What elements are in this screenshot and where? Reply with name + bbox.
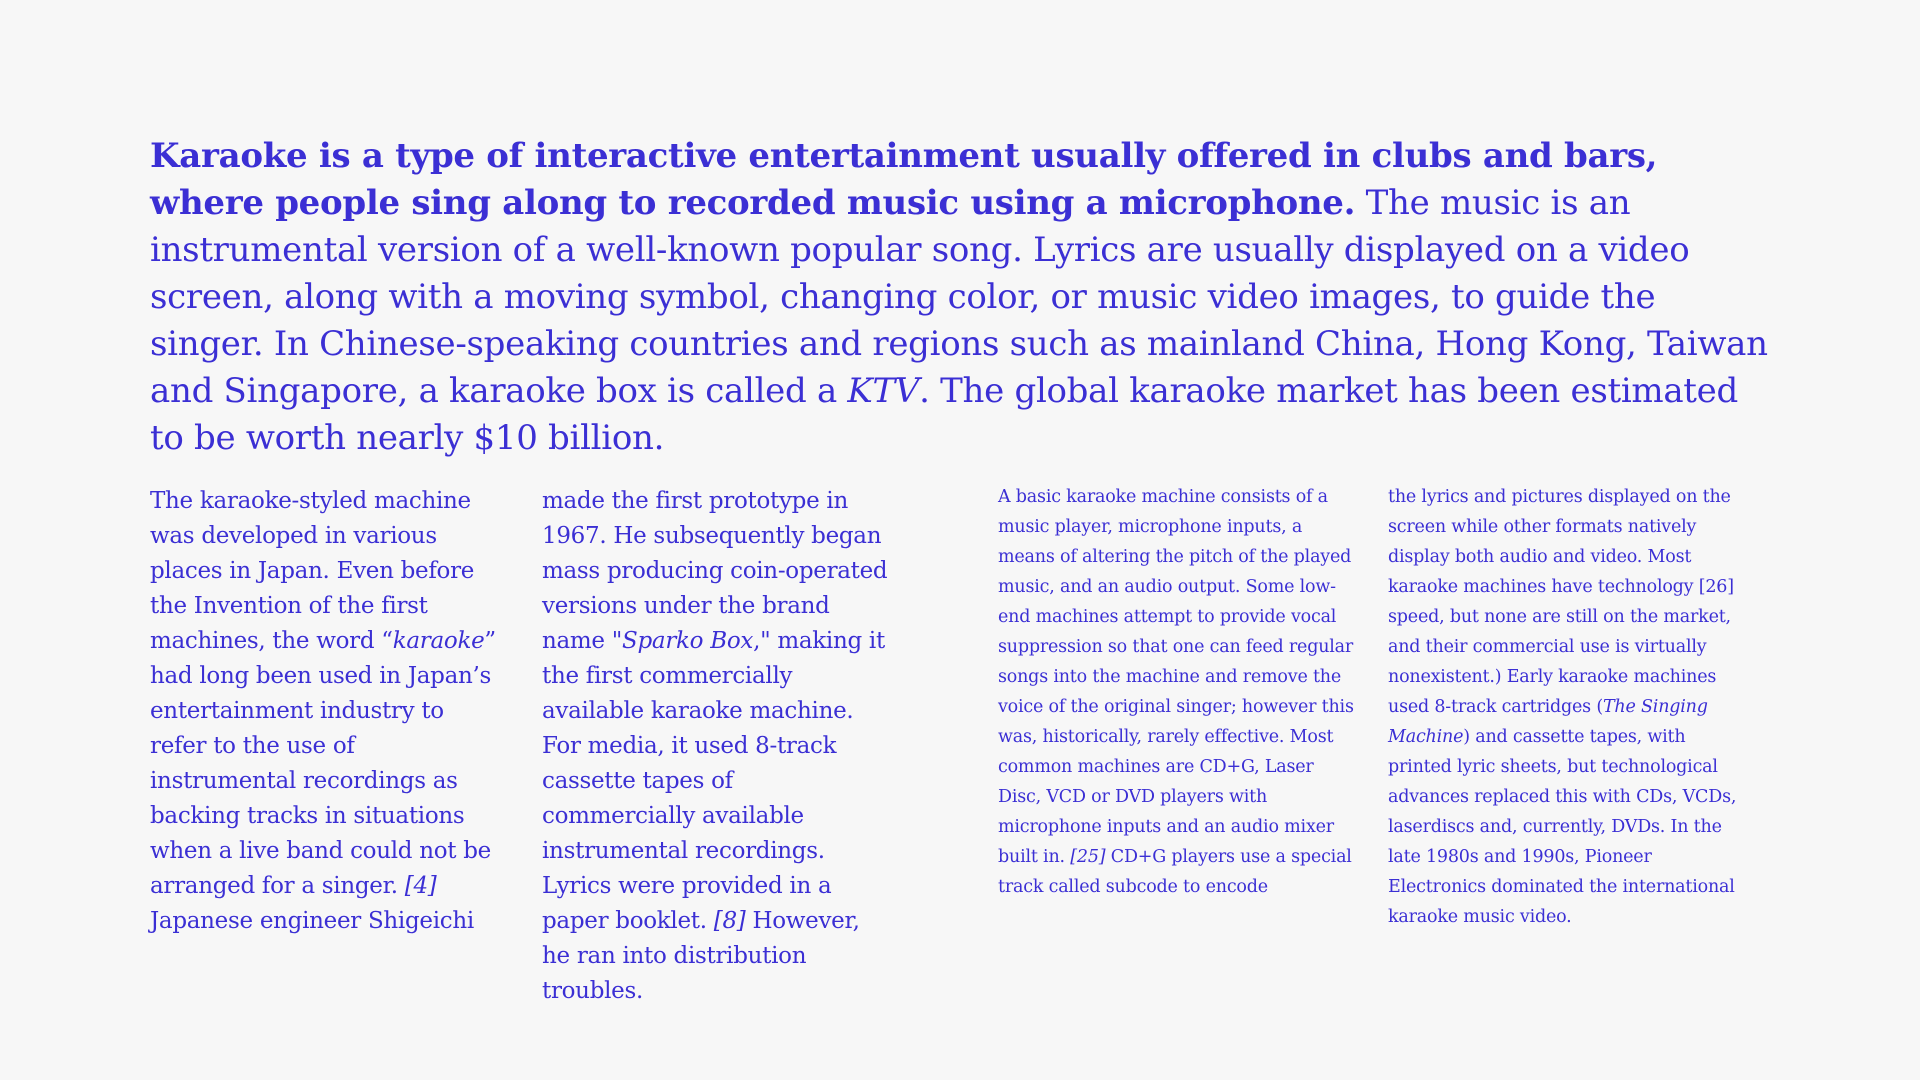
col3-text-1: A basic karaoke machine consists of a music player, microphone inputs, a means of altering the pitch of the played music, and an audio output. Some low-end machines attempt to provide vocal suppression so that one can feed regular songs into the machine and remove the voice of the original singer; however this was, historically, rarely effective. Most common machines are CD+G, Laser Disc, VCD or DVD players with microphone inputs and an audio mixer built in. <box>998 487 1354 867</box>
karaoke-term: karaoke <box>392 628 485 654</box>
col4-text-2: ) and cassette tapes, with printed lyric sheets, but technological advances replaced this with CDs, VCDs, laserdiscs and, currently, DVDs. In the late 1980s and 1990s, Pioneer Electronics dominated the international karaoke music video. <box>1388 727 1737 927</box>
intro-body-2: . The global karaoke market has been estimated to be worth nearly $10 billion. <box>150 371 1738 458</box>
col1-text-2: ” had long been used in Japan’s entertainment industry to refer to the use of instrumental recordings as backing tracks in situations when a live band could not be arranged for a singer. <box>150 628 496 899</box>
column-2 <box>542 484 892 1009</box>
col4-text-1: the lyrics and pictures displayed on the screen while other formats natively display both audio and video. Most karaoke machines have technology [26] speed, but none are still on the market, and their commercial use is virtually nonexistent.) Early karaoke machines used 8-track cartridges ( <box>1388 487 1734 717</box>
ktv-term: KTV <box>847 371 920 411</box>
reference-25: [25] <box>1070 847 1106 867</box>
col2-text-3: However, he ran into distribution troubles. <box>542 908 860 1004</box>
reference-8: [8] <box>713 908 746 934</box>
column-1 <box>150 484 500 939</box>
sparko-box-term: Sparko Box <box>622 628 754 654</box>
column-4 <box>1388 482 1748 932</box>
column-3 <box>998 482 1358 902</box>
col1-text-1: The karaoke-styled machine was developed in various places in Japan. Even before the Invention of the first machines, the word “ <box>150 488 475 654</box>
col3-text-2: CD+G players use a special track called subcode to encode <box>998 847 1352 897</box>
intro-body-1: The music is an instrumental version of a well-known popular song. Lyrics are usually displayed on a video screen, along with a moving symbol, changing color, or music video images, to guide the singer. In Chinese-speaking countries and regions such as mainland China, Hong Kong, Taiwan and Singapore, a karaoke box is called a <box>150 183 1768 411</box>
intro-paragraph <box>150 133 1770 462</box>
reference-4: [4] <box>404 873 437 899</box>
col2-text-1: made the first prototype in 1967. He subsequently began mass producing coin-operated versions under the brand name " <box>542 488 888 654</box>
col1-text-3: Japanese engineer Shigeichi <box>150 908 474 934</box>
singing-machine-term: The Singing Machine <box>1388 697 1708 747</box>
intro-lead: Karaoke is a type of interactive entertainment usually offered in clubs and bars, where people sing along to recorded music using a microphone. <box>150 136 1658 223</box>
col2-text-2: ," making it the first commercially available karaoke machine. For media, it used 8-track cassette tapes of commercially available instrumental recordings. Lyrics were provided in a paper booklet. <box>542 628 885 934</box>
